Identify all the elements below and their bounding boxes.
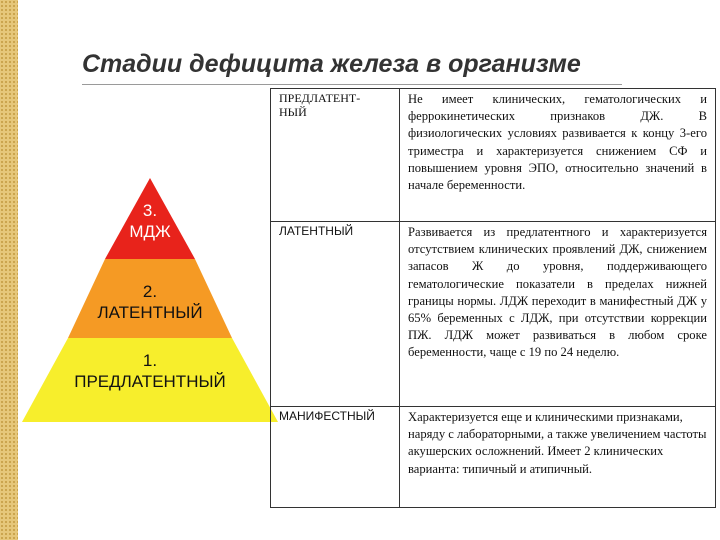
pyramid-level-2-name: ЛАТЕНТНЫЙ xyxy=(97,303,203,322)
stage-name-cell xyxy=(271,89,400,222)
stage-description-cell: Характеризуется еще и клиническими признаками, наряду с лабораторными, а также увеличением частоты акушерских осложнений. Имеет 2 клинических варианта: типичный и атипичный. xyxy=(400,407,716,508)
pyramid-level-2-number: 2. xyxy=(142,282,158,301)
pyramid-level-1-name: ПРЕДЛАТЕНТНЫЙ xyxy=(74,372,226,391)
decorative-left-stripe xyxy=(0,0,18,540)
stage-name-preclatent-line1: ПРЕДЛАТЕНТ- xyxy=(279,91,361,105)
stage-description-cell: Не имеет клинических, гематологических и феррокинетических признаков ДЖ. В физиологических условиях развивается к концу 3-его триместра и характеризуется снижением СФ и повышением уровня ЭПО, относительно значений в начале беременности. xyxy=(400,89,716,222)
stage-name-cell: ЛАТЕНТНЫЙ xyxy=(271,222,400,407)
pyramid-level-3-name: МДЖ xyxy=(129,222,171,241)
page-title: Стадии дефицита железа в организме xyxy=(82,50,581,78)
pyramid-level-1-number: 1. xyxy=(142,351,158,370)
pyramid-level-3-label xyxy=(110,200,190,242)
stage-name-cell: МАНИФЕСТНЫЙ xyxy=(271,407,400,508)
title-underline xyxy=(82,84,622,85)
top-band xyxy=(18,0,720,26)
pyramid-level-1-label xyxy=(22,350,278,392)
pyramid-level-3-number: 3. xyxy=(142,201,158,220)
table-row xyxy=(271,222,716,407)
table-row xyxy=(271,407,716,508)
stage-name-preclatent-line2: НЫЙ xyxy=(279,105,307,119)
stages-table xyxy=(270,88,716,508)
stage-description-cell: Развивается из предлатентного и характеризуется отсутствием клинических проявлений ДЖ, снижением запасов Ж до уровня, поддерживающего гематологические показатели в пределах нижней границы нормы. ЛДЖ переходит в манифестный ДЖ у 65% беременных с ЛДЖ, при отсутствии коррекции ПЖ. ЛДЖ может развиваться в любом сроке беременности, чаще с 19 по 24 неделю. xyxy=(400,222,716,407)
pyramid-level-2-label xyxy=(62,281,238,323)
iron-deficiency-pyramid xyxy=(22,178,278,422)
table-row xyxy=(271,89,716,222)
